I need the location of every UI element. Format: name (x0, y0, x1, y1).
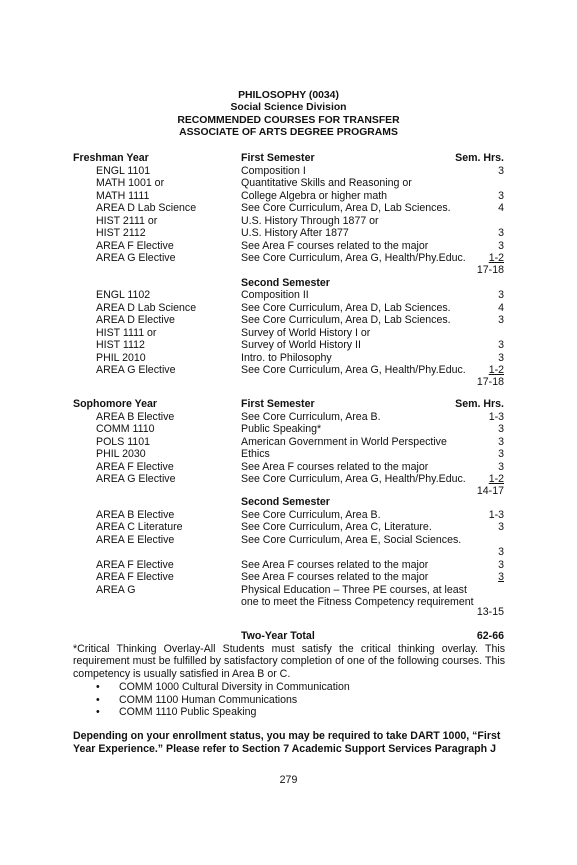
list-item-text: COMM 1110 Public Speaking (119, 706, 257, 719)
two-year-total-value: 62-66 (476, 630, 504, 642)
course-desc: Physical Education – Three PE courses, at least (241, 583, 467, 596)
critical-thinking-note: *Critical Thinking Overlay-All Students must satisfy the critical thinking overlay. This requirement must be fulfilled by satisfactory completion of one of the following courses. This competency is usually satisfied in Area B or C. (73, 643, 505, 680)
course-row (0, 534, 577, 546)
course-row (0, 252, 577, 264)
course-code: HIST 2112 (96, 227, 146, 239)
semester-total-row (0, 264, 577, 276)
document-header (0, 90, 577, 140)
course-desc: Survey of World History II (241, 339, 361, 351)
course-hours: 1-2 (488, 252, 504, 264)
course-desc: one to meet the Fitness Competency requirement (241, 596, 474, 608)
course-code: HIST 1111 or (96, 326, 157, 339)
course-hours: 3 (498, 164, 504, 177)
course-desc: See Core Curriculum, Area D, Lab Sciences. (241, 301, 451, 314)
course-code: PHIL 2030 (96, 448, 146, 460)
course-hours: 3 (498, 227, 504, 239)
course-row (0, 584, 577, 596)
semester-total: 17-18 (476, 264, 504, 276)
course-hours: 3 (498, 239, 504, 252)
course-row (0, 571, 577, 583)
course-hours: 3 (498, 423, 504, 435)
bullet-icon: • (96, 681, 100, 693)
course-row (0, 461, 577, 473)
course-hours: 3 (498, 558, 504, 571)
course-code: AREA G Elective (96, 473, 176, 485)
course-code: AREA F Elective (96, 558, 174, 571)
sem-hrs-label: Sem. Hrs. (455, 152, 504, 164)
degree-title: ASSOCIATE OF ARTS DEGREE PROGRAMS (179, 127, 398, 139)
division-title: Social Science Division (230, 102, 347, 114)
semester-label: Second Semester (241, 496, 330, 508)
course-row (0, 448, 577, 460)
course-hours: 3 (498, 314, 504, 326)
course-code: AREA C Literature (96, 521, 183, 533)
list-item-text: COMM 1100 Human Communications (119, 693, 298, 706)
course-hours: 1-3 (488, 508, 504, 521)
course-row (0, 215, 577, 227)
course-code: COMM 1110 (96, 423, 155, 435)
course-code: AREA G Elective (96, 252, 176, 264)
course-row (0, 423, 577, 435)
course-hours: 1-2 (488, 364, 504, 376)
two-year-total-row (0, 630, 577, 642)
course-code: ENGL 1101 (96, 164, 151, 177)
course-desc: College Algebra or higher math (241, 189, 388, 202)
course-code: PHIL 2010 (96, 351, 146, 364)
page-number: 279 (279, 774, 298, 786)
semester-total: 17-18 (476, 376, 504, 388)
course-hours: 3 (498, 546, 504, 558)
semester-label: First Semester (241, 398, 315, 410)
course-row (0, 327, 577, 339)
semester-total: 13-15 (476, 606, 504, 618)
course-desc: See Area F courses related to the major (241, 460, 429, 473)
course-desc: See Core Curriculum, Area D, Lab Sciences. (241, 314, 451, 326)
course-desc: Survey of World History I or (241, 326, 371, 339)
course-hours: 3 (498, 189, 504, 202)
bullet-icon: • (96, 706, 100, 719)
course-hours: 4 (498, 301, 504, 314)
course-hours: 3 (498, 571, 504, 583)
course-desc: Intro. to Philosophy (241, 351, 332, 364)
course-code: AREA F Elective (96, 460, 174, 473)
course-code: AREA F Elective (96, 571, 174, 583)
course-code: AREA B Elective (96, 410, 175, 423)
course-desc: Composition I (241, 164, 306, 177)
course-hours: 3 (498, 289, 504, 301)
course-code: AREA B Elective (96, 508, 175, 521)
course-row (0, 289, 577, 301)
course-desc: See Core Curriculum, Area B. (241, 410, 381, 423)
course-code: AREA F Elective (96, 239, 174, 252)
year-label: Freshman Year (73, 152, 149, 164)
course-desc: Ethics (241, 448, 270, 460)
course-desc: Public Speaking* (241, 423, 322, 435)
course-desc: See Core Curriculum, Area E, Social Sciences. (241, 533, 462, 546)
course-desc: See Area F courses related to the major (241, 239, 429, 252)
course-row (0, 364, 577, 376)
sem-hrs-label: Sem. Hrs. (455, 398, 504, 410)
course-desc: See Area F courses related to the major (241, 571, 429, 583)
course-hours: 4 (498, 202, 504, 214)
course-desc: See Core Curriculum, Area G, Health/Phy.Educ. (241, 364, 466, 376)
course-row (0, 509, 577, 521)
course-desc: See Core Curriculum, Area D, Lab Sciences. (241, 202, 451, 214)
course-code: MATH 1001 or (96, 177, 165, 189)
second-semester-header (0, 496, 577, 508)
course-row (0, 165, 577, 177)
course-row (0, 227, 577, 239)
course-code: AREA G (96, 583, 136, 596)
course-desc: See Core Curriculum, Area B. (241, 508, 381, 521)
course-hours: 3 (498, 351, 504, 364)
course-hours: 1-3 (488, 410, 504, 423)
course-row (0, 436, 577, 448)
section-title: RECOMMENDED COURSES FOR TRANSFER (177, 114, 400, 126)
two-year-total-label: Two-Year Total (241, 630, 315, 642)
course-row (0, 411, 577, 423)
course-desc: U.S. History After 1877 (241, 227, 349, 239)
course-code: AREA G Elective (96, 364, 176, 376)
course-desc: See Core Curriculum, Area G, Health/Phy.Educ. (241, 252, 466, 264)
list-item (96, 694, 516, 707)
course-code: MATH 1111 (96, 189, 150, 202)
list-item (96, 706, 516, 719)
course-desc: See Area F courses related to the major (241, 558, 429, 571)
course-code: HIST 1112 (96, 339, 145, 351)
course-hours: 1-2 (488, 473, 504, 485)
course-row (0, 521, 577, 533)
bullet-icon: • (96, 693, 100, 706)
course-row (0, 190, 577, 202)
course-hours: 3 (498, 521, 504, 533)
course-code: AREA E Elective (96, 533, 175, 546)
second-semester-header (0, 277, 577, 289)
freshman-header-row (0, 152, 577, 164)
year-label: Sophomore Year (73, 398, 157, 410)
course-hours: 3 (498, 435, 504, 448)
course-row (0, 352, 577, 364)
list-item-text: COMM 1000 Cultural Diversity in Communication (119, 681, 350, 693)
course-code: POLS 1101 (96, 435, 150, 448)
course-bullet-list (96, 681, 516, 719)
semester-label: Second Semester (241, 276, 330, 289)
course-desc: See Core Curriculum, Area C, Literature. (241, 521, 432, 533)
course-row (0, 177, 577, 189)
course-desc: See Core Curriculum, Area G, Health/Phy.Educ. (241, 473, 466, 485)
course-hours: 3 (498, 448, 504, 460)
course-row (0, 302, 577, 314)
semester-total: 14-17 (476, 485, 504, 497)
course-row (0, 546, 577, 558)
course-row (0, 559, 577, 571)
program-title: PHILOSOPHY (0034) (238, 90, 339, 101)
course-desc: U.S. History Through 1877 or (241, 214, 379, 227)
course-code: HIST 2111 or (96, 214, 158, 227)
course-desc: American Government in World Perspective (241, 435, 447, 448)
course-hours: 3 (498, 339, 504, 351)
course-row (0, 473, 577, 485)
course-row (0, 339, 577, 351)
sophomore-header-row (0, 398, 577, 410)
course-row (0, 240, 577, 252)
course-code: AREA D Elective (96, 314, 175, 326)
course-code: AREA D Lab Science (96, 202, 197, 214)
course-row (0, 314, 577, 326)
course-desc: Quantitative Skills and Reasoning or (241, 177, 412, 189)
closing-note: Depending on your enrollment status, you may be required to take DART 1000, “First Year Experience.” Please refer to Section 7 Academic Support Services Paragraph J (73, 730, 501, 755)
course-desc: Composition II (241, 289, 309, 301)
semester-total-row (0, 376, 577, 388)
list-item (96, 681, 516, 694)
course-code: ENGL 1102 (96, 289, 151, 301)
course-code: AREA D Lab Science (96, 301, 197, 314)
course-hours: 3 (498, 460, 504, 473)
semester-total-row (0, 606, 577, 618)
course-row (0, 202, 577, 214)
semester-label: First Semester (241, 152, 315, 164)
